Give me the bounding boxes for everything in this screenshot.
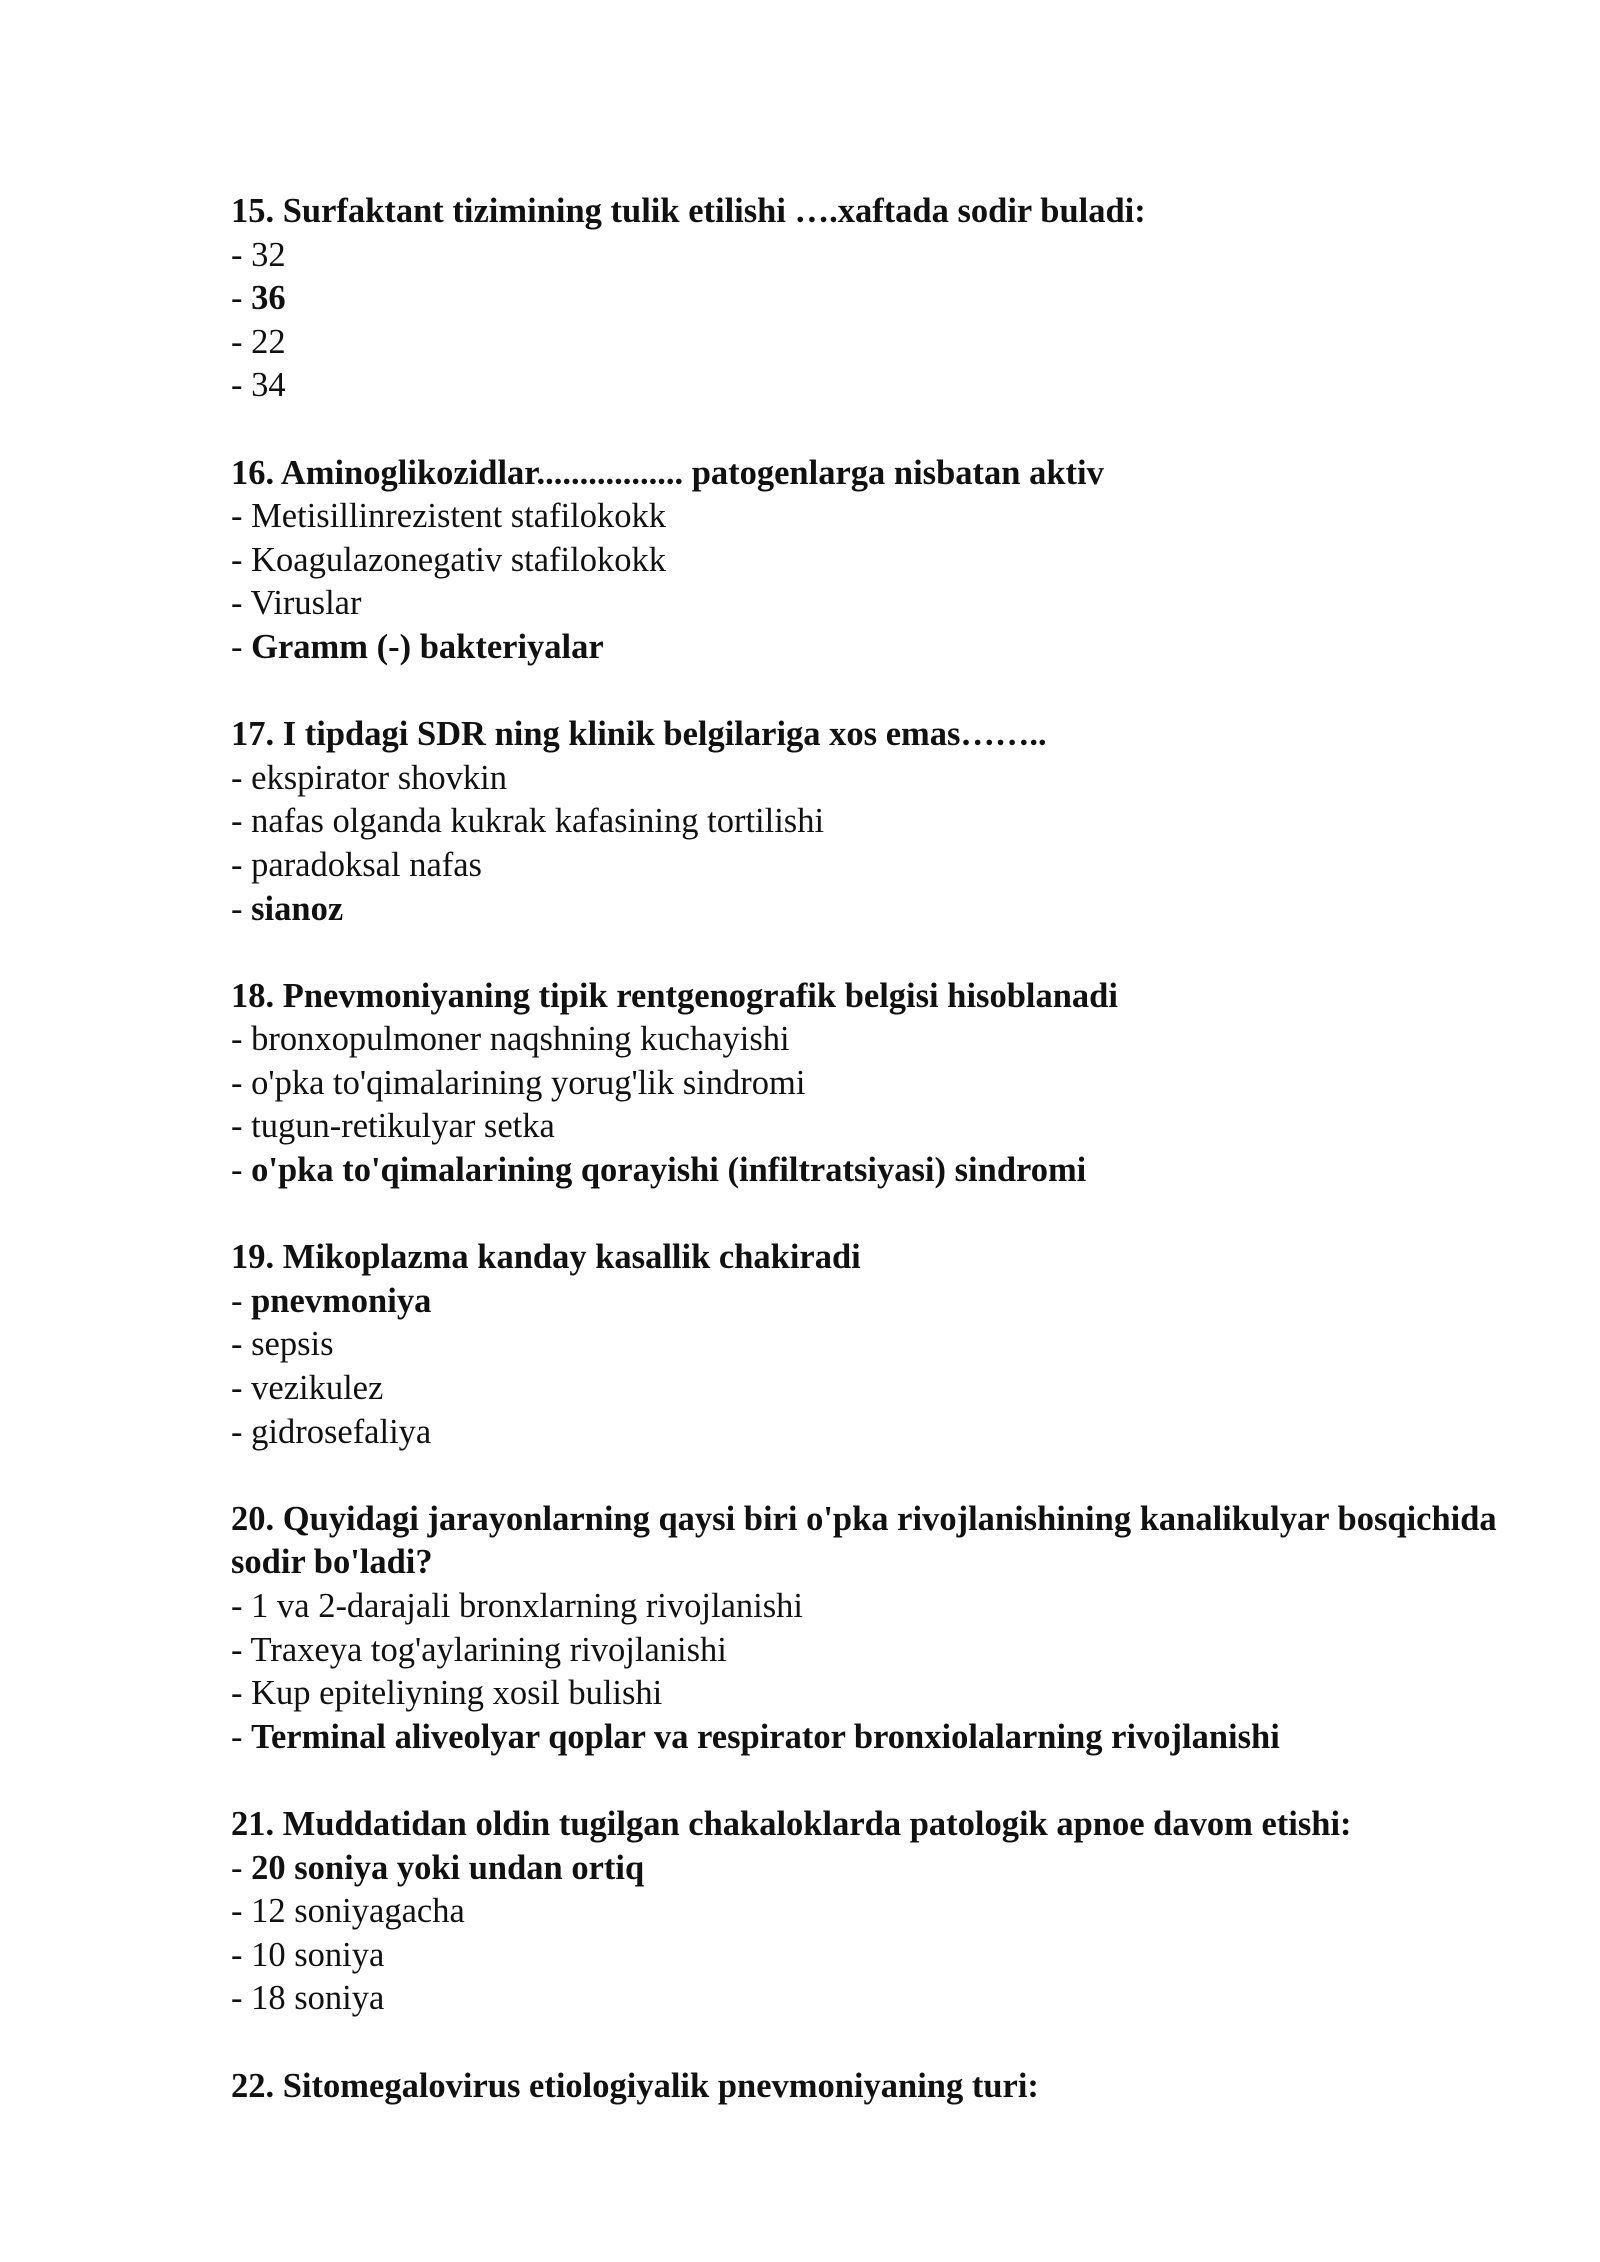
answer-option: - bronxopulmoner naqshning kuchayishi <box>231 1020 790 1059</box>
question-title: 19. Mikoplazma kanday kasallik chakiradi <box>231 1238 861 1277</box>
answer-option: - vezikulez <box>231 1369 384 1408</box>
answer-option: - 32 <box>231 235 286 274</box>
answer-option: - Metisillinrezistent stafilokokk <box>231 497 667 536</box>
answer-option-correct: - 36 <box>231 279 286 318</box>
answer-option: - o'pka to'qimalarining yorug'lik sindromi <box>231 1063 806 1102</box>
answer-option: - 22 <box>231 322 286 361</box>
question-20 <box>231 1498 1531 1760</box>
answer-option: - Viruslar <box>231 584 362 623</box>
answer-option-correct: - o'pka to'qimalarining qorayishi (infiltratsiyasi) sindromi <box>231 1151 1087 1190</box>
question-title: 18. Pnevmoniyaning tipik rentgenografik belgisi hisoblanadi <box>231 976 1118 1015</box>
answer-option-correct: - pnevmoniya <box>231 1281 432 1320</box>
question-title: 17. I tipdagi SDR ning klinik belgilariga xos emas…….. <box>231 715 1047 754</box>
answer-option: - sepsis <box>231 1325 334 1364</box>
question-15 <box>231 190 1531 408</box>
answer-option: - paradoksal nafas <box>231 845 482 884</box>
question-18 <box>231 975 1531 1193</box>
answer-option: - 34 <box>231 366 286 405</box>
answer-option: - 10 soniya <box>231 1935 385 1974</box>
answer-option: - tugun-retikulyar setka <box>231 1107 555 1146</box>
answer-option: - ekspirator shovkin <box>231 758 507 797</box>
question-title: 20. Quyidagi jarayonlarning qaysi biri o'pka rivojlanishining kanalikulyar bosqichida sodir bo'ladi? <box>231 1499 1497 1582</box>
question-16 <box>231 452 1531 670</box>
answer-option-correct: - 20 soniya yoki undan ortiq <box>231 1848 645 1887</box>
answer-option: - gidrosefaliya <box>231 1412 432 1451</box>
answer-option: - Kup epiteliyning xosil bulishi <box>231 1674 663 1713</box>
question-title: 15. Surfaktant tizimining tulik etilishi ….xaftada sodir buladi: <box>231 192 1146 230</box>
answer-option-correct: - Gramm (-) bakteriyalar <box>231 627 604 666</box>
question-title: 22. Sitomegalovirus etiologiyalik pnevmoniyaning turi: <box>231 2066 1039 2105</box>
question-21 <box>231 1803 1531 2021</box>
answer-option: - nafas olganda kukrak kafasining tortilishi <box>231 802 825 841</box>
document-page <box>231 190 1531 2152</box>
answer-option-correct: - sianoz <box>231 889 344 928</box>
question-17 <box>231 713 1531 931</box>
answer-option: - 12 soniyagacha <box>231 1892 465 1931</box>
answer-option-correct: - Terminal aliveolyar qoplar va respirator bronxiolalarning rivojlanishi <box>231 1717 1280 1756</box>
answer-option: - 18 soniya <box>231 1979 385 2018</box>
answer-option: - Koagulazonegativ stafilokokk <box>231 540 666 579</box>
answer-option: - Traxeya tog'aylarining rivojlanishi <box>231 1630 727 1669</box>
answer-option: - 1 va 2-darajali bronxlarning rivojlanishi <box>231 1587 803 1625</box>
question-22 <box>231 2065 1531 2109</box>
question-title: 16. Aminoglikozidlar................. patogenlarga nisbatan aktiv <box>231 453 1104 492</box>
question-19 <box>231 1236 1531 1454</box>
question-title: 21. Muddatidan oldin tugilgan chakaloklarda patologik apnoe davom etishi: <box>231 1804 1352 1843</box>
